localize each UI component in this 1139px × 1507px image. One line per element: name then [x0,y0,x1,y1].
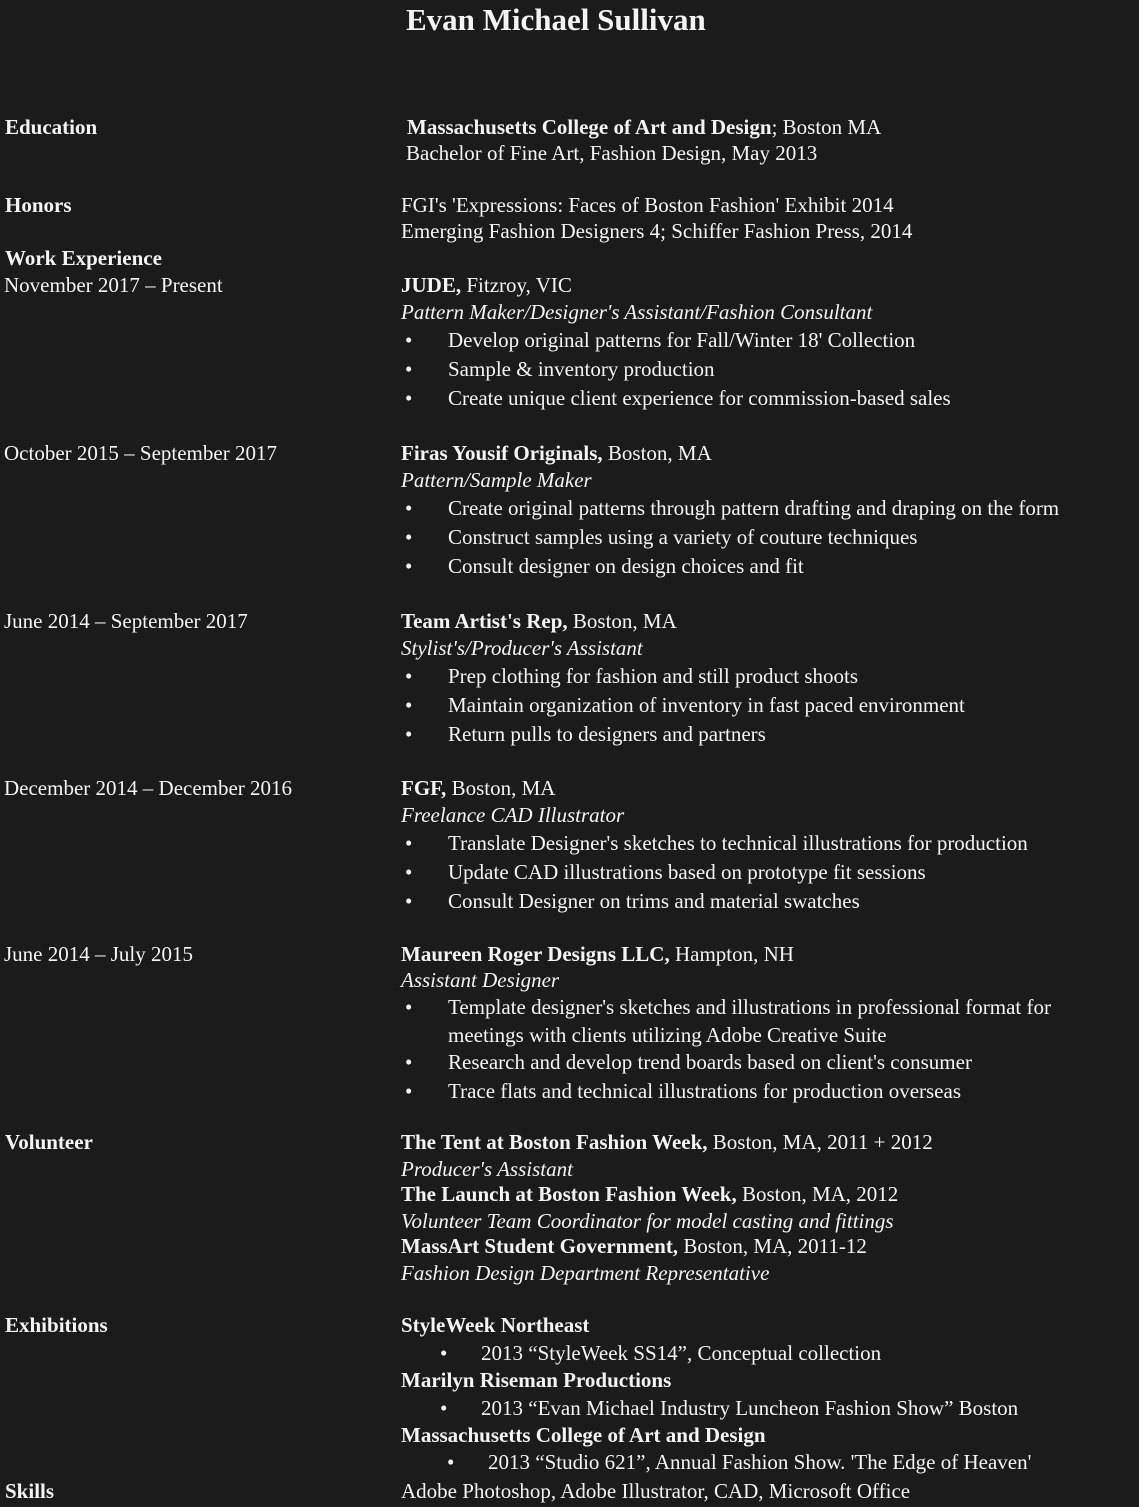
job-bullet: Consult Designer on trims and material swatches [448,889,860,913]
volunteer-role: Producer's Assistant [401,1157,573,1181]
volunteer-org-line [401,1236,867,1257]
job-bullet: Update CAD illustrations based on prototype fit sessions [448,860,926,884]
job-bullet: Construct samples using a variety of couture techniques [448,525,918,549]
job-bullet: Maintain organization of inventory in fast paced environment [448,693,965,717]
education-degree: Bachelor of Fine Art, Fashion Design, May 2013 [406,141,818,165]
bullet-glyph: • [405,1050,413,1074]
exhibition-item: 2013 “StyleWeek SS14”, Conceptual collection [481,1341,882,1365]
job-company-line [401,944,794,965]
exhibition-org: Massachusetts College of Art and Design [401,1423,766,1447]
job-dates: October 2015 – September 2017 [4,441,277,465]
job-role: Pattern/Sample Maker [401,468,592,492]
job-location: Hampton, NH [669,942,794,966]
bullet-glyph: • [405,357,413,381]
exhibition-item: 2013 “Evan Michael Industry Luncheon Fashion Show” Boston [481,1396,1019,1420]
job-location: Boston, MA [446,776,556,800]
section-heading-education: Education [5,115,98,139]
job-bullet-continuation: meetings with clients utilizing Adobe Creative Suite [448,1023,887,1047]
bullet-glyph: • [405,496,413,520]
job-bullet: Translate Designer's sketches to technical illustrations for production [448,831,1028,855]
job-bullet: Template designer's sketches and illustrations in professional format for [448,995,1051,1019]
job-company: Team Artist's Rep, [401,609,568,633]
bullet-glyph: • [405,328,413,352]
job-location: Boston, MA [567,609,677,633]
job-role: Freelance CAD Illustrator [401,803,625,827]
job-bullet: Research and develop trend boards based on client's consumer [448,1050,972,1074]
volunteer-org-line [401,1132,933,1153]
job-company: Firas Yousif Originals, [401,441,603,465]
bullet-glyph: • [405,525,413,549]
section-heading-work-experience: Work Experience [5,246,162,270]
bullet-glyph: • [405,1079,413,1103]
section-heading-honors: Honors [5,193,72,217]
job-dates: June 2014 – July 2015 [4,942,193,966]
job-role: Assistant Designer [401,968,560,992]
job-bullet: Develop original patterns for Fall/Winter 18' Collection [448,328,916,352]
bullet-glyph: • [405,386,413,410]
job-bullet: Sample & inventory production [448,357,715,381]
education-location: ; Boston MA [771,115,882,139]
job-dates: June 2014 – September 2017 [4,609,248,633]
job-company-line [401,275,572,296]
job-bullet: Create unique client experience for commission-based sales [448,386,951,410]
volunteer-details: Boston, MA, 2012 [736,1182,899,1206]
volunteer-details: Boston, MA, 2011 + 2012 [707,1130,933,1154]
job-location: Boston, MA [602,441,712,465]
section-heading-exhibitions: Exhibitions [5,1313,108,1337]
job-dates: December 2014 – December 2016 [4,776,293,800]
volunteer-details: Boston, MA, 2011-12 [678,1234,867,1258]
honor-item: Emerging Fashion Designers 4; Schiffer Fashion Press, 2014 [401,219,913,243]
bullet-glyph: • [405,889,413,913]
education-school: Massachusetts College of Art and Design [407,115,772,139]
volunteer-role: Fashion Design Department Representative [401,1261,770,1285]
bullet-glyph: • [405,554,413,578]
volunteer-org-line [401,1184,898,1205]
job-bullet: Consult designer on design choices and fit [448,554,804,578]
exhibition-org: StyleWeek Northeast [401,1313,590,1337]
bullet-glyph: • [405,860,413,884]
volunteer-role: Volunteer Team Coordinator for model casting and fittings [401,1209,894,1233]
bullet-glyph: • [405,722,413,746]
job-company-line [401,778,555,799]
resume-name: Evan Michael Sullivan [406,2,706,37]
skills-list: Adobe Photoshop, Adobe Illustrator, CAD, Microsoft Office [401,1479,911,1503]
honor-item: FGI's 'Expressions: Faces of Boston Fashion' Exhibit 2014 [401,193,894,217]
bullet-glyph: • [405,995,413,1019]
job-company: FGF, [401,776,447,800]
job-role: Pattern Maker/Designer's Assistant/Fashion Consultant [401,300,873,324]
section-heading-volunteer: Volunteer [5,1130,93,1154]
bullet-glyph: • [440,1341,448,1365]
bullet-glyph: • [405,693,413,717]
job-bullet: Trace flats and technical illustrations for production overseas [448,1079,961,1103]
job-company-line [401,611,677,632]
job-company: JUDE, [401,273,462,297]
education-school-line [407,117,881,138]
job-location: Fitzroy, VIC [461,273,572,297]
job-dates: November 2017 – Present [4,273,223,297]
job-company-line [401,443,712,464]
bullet-glyph: • [405,831,413,855]
bullet-glyph: • [405,664,413,688]
job-bullet: Prep clothing for fashion and still product shoots [448,664,859,688]
exhibition-item: 2013 “Studio 621”, Annual Fashion Show. 'The Edge of Heaven' [488,1450,1032,1474]
job-role: Stylist's/Producer's Assistant [401,636,643,660]
bullet-glyph: • [447,1450,455,1474]
volunteer-org: The Tent at Boston Fashion Week, [401,1130,708,1154]
bullet-glyph: • [440,1396,448,1420]
volunteer-org: The Launch at Boston Fashion Week, [401,1182,737,1206]
job-bullet: Create original patterns through pattern drafting and draping on the form [448,496,1060,520]
volunteer-org: MassArt Student Government, [401,1234,679,1258]
exhibition-org: Marilyn Riseman Productions [401,1368,672,1392]
section-heading-skills: Skills [5,1479,55,1503]
job-company: Maureen Roger Designs LLC, [401,942,670,966]
job-bullet: Return pulls to designers and partners [448,722,766,746]
